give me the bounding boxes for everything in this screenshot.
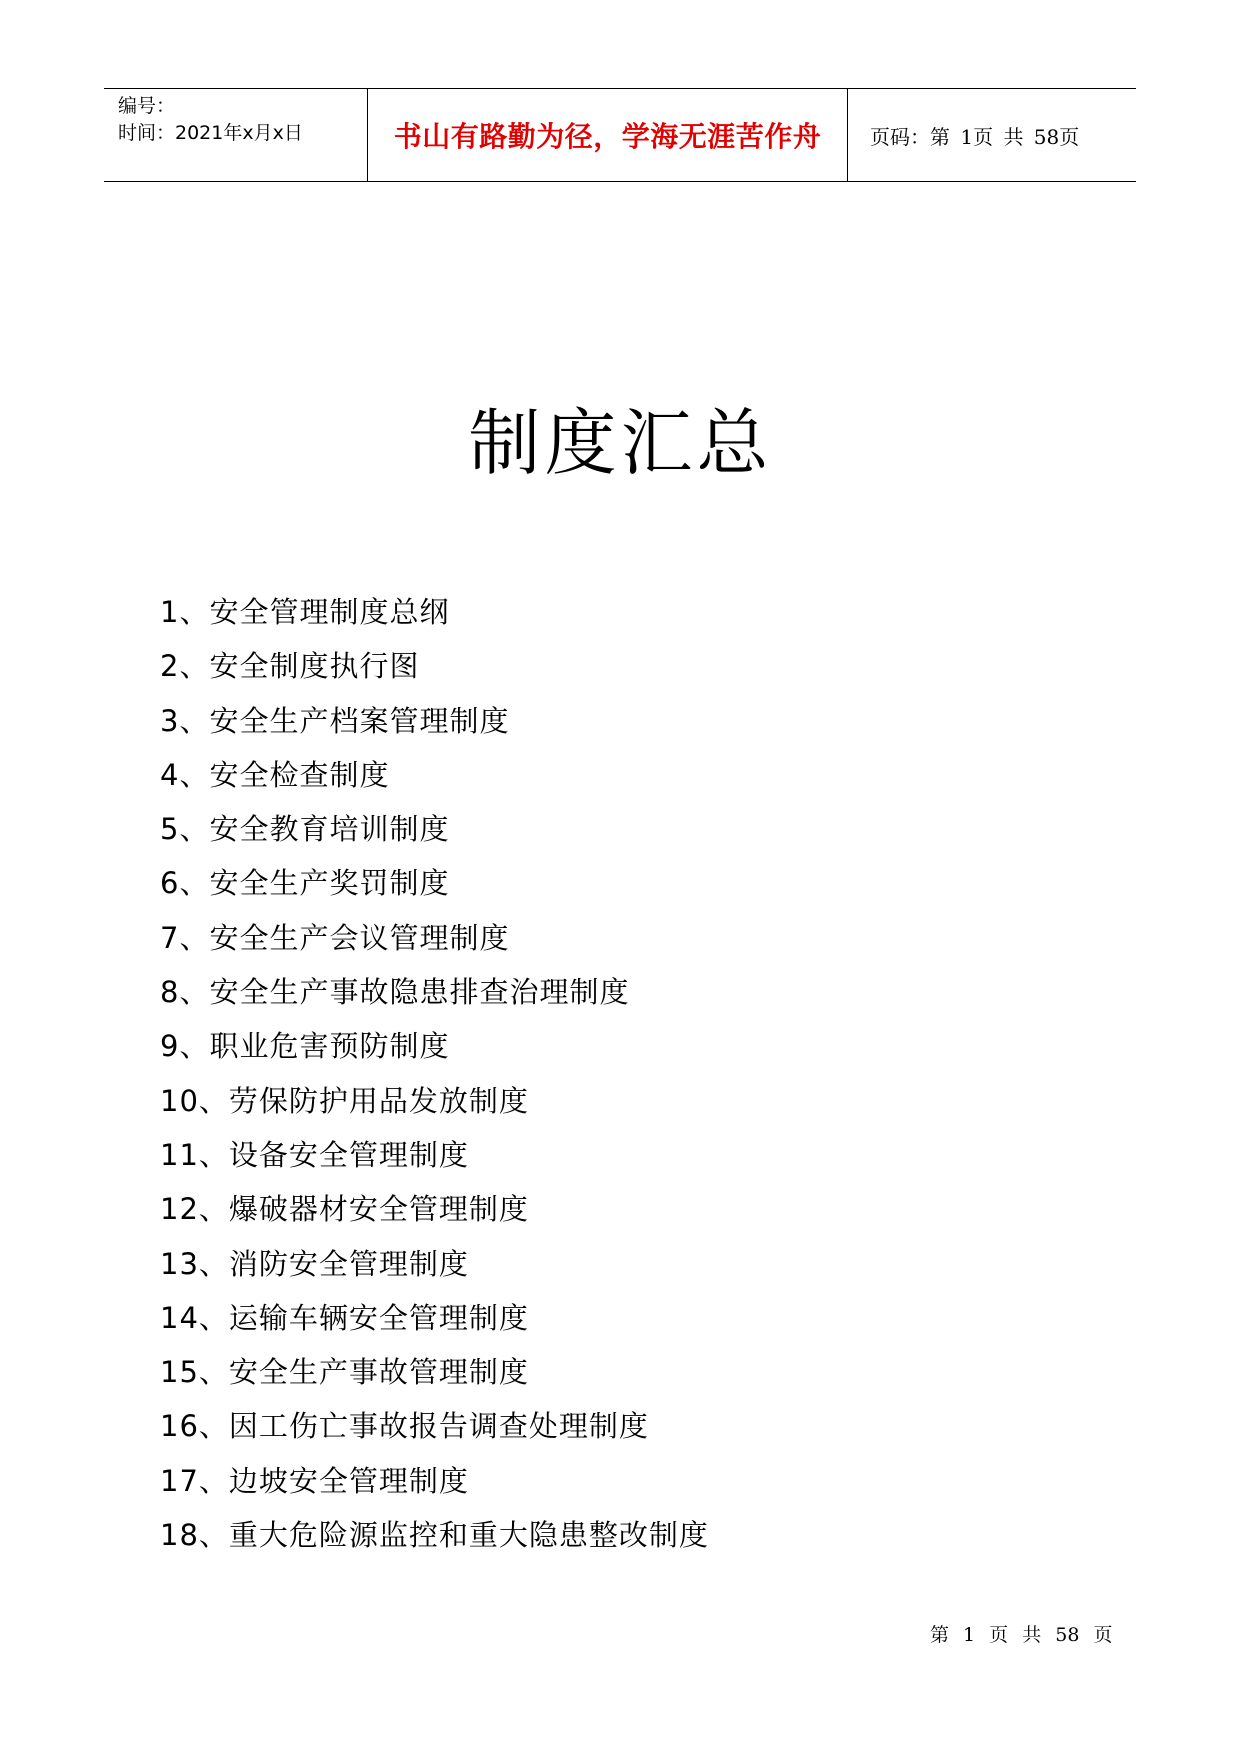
header-page-info: 页码：第 1页 共 58页 (870, 124, 1080, 149)
header-slogan: 书山有路勤为径，学海无涯苦作舟 (368, 89, 848, 181)
page-footer: 第 1 页 共 58 页 (930, 1624, 1113, 1646)
toc-item: 11、设备安全管理制度 (160, 1137, 469, 1172)
toc-item: 5、安全教育培训制度 (160, 812, 450, 847)
page-header (104, 88, 1136, 182)
toc-item: 14、运输车辆安全管理制度 (160, 1300, 529, 1335)
toc-item: 9、职业危害预防制度 (160, 1029, 450, 1064)
date-line: 时间：2021年x月x日 (118, 122, 303, 144)
toc-item: 15、安全生产事故管理制度 (160, 1355, 529, 1390)
toc-item: 16、因工伤亡事故报告调查处理制度 (160, 1409, 649, 1444)
toc-list (160, 585, 709, 1562)
toc-item: 1、安全管理制度总纲 (160, 595, 450, 629)
toc-item: 12、爆破器材安全管理制度 (160, 1192, 529, 1227)
toc-item: 7、安全生产会议管理制度 (160, 920, 510, 955)
toc-item: 8、安全生产事故隐患排查治理制度 (160, 975, 630, 1010)
toc-item: 10、劳保防护用品发放制度 (160, 1083, 529, 1118)
toc-item: 17、边坡安全管理制度 (160, 1463, 469, 1498)
header-meta-cell (104, 89, 368, 181)
toc-item: 3、安全生产档案管理制度 (160, 703, 510, 738)
toc-item: 13、消防安全管理制度 (160, 1246, 469, 1281)
toc-item: 18、重大危险源监控和重大隐患整改制度 (160, 1518, 709, 1553)
toc-item: 2、安全制度执行图 (160, 649, 420, 684)
document-title: 制度汇总 (468, 401, 773, 485)
toc-item: 4、安全检查制度 (160, 757, 390, 792)
toc-item: 6、安全生产奖罚制度 (160, 866, 450, 901)
serial-label: 编号： (118, 95, 176, 117)
